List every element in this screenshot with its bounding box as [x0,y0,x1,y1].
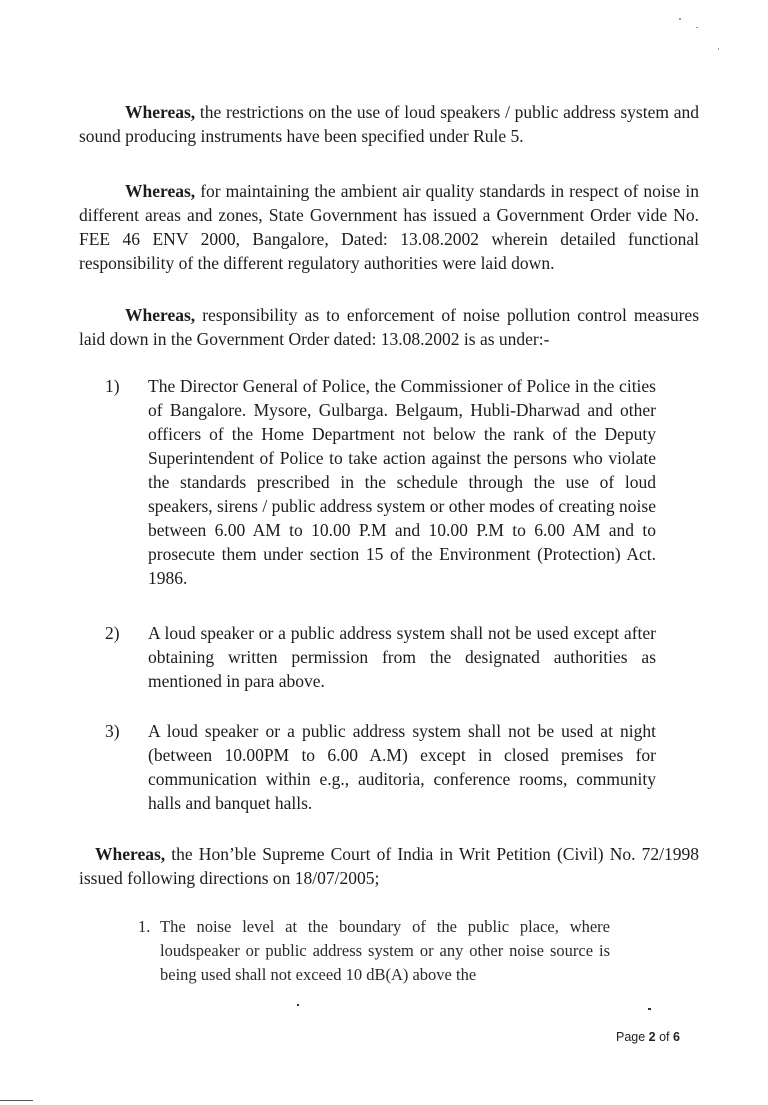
list-item [138,915,610,987]
scan-speck [718,48,719,50]
whereas-paragraph-government-order [79,179,699,275]
scan-speck [648,1008,651,1010]
paragraph-text: for maintaining the ambient air quality standards in respect of noise in different areas and zones, State Government has issued a Government Order vide No. FEE 46 ENV 2000, Bangalore, Dated: 13.08.2002 wherein detailed functional responsibility of the different regulatory authorities were laid down. [79,181,699,273]
whereas-lead: Whereas, [95,844,166,864]
list-text: A loud speaker or a public address system shall not be used at night (between 10.00PM to 6.00 A.M) except in closed premises for communication within e.g., auditoria, conference rooms, community halls and banquet halls. [148,721,656,813]
paragraph-text: the Hon’ble Supreme Court of India in Writ Petition (Civil) No. 72/1998 issued following directions on 18/07/2005; [79,844,699,888]
list-text: The Director General of Police, the Commissioner of Police in the cities of Bangalore. Mysore, Gulbarga. Belgaum, Hubli-Dharwad and other officers of the Home Department not below the rank of the Deputy Superintendent of Police to take action against the persons who violate the standards prescribed in the schedule through the use of loud speakers, sirens / public address system or other modes of creating noise between 6.00 AM to 10.00 P.M and 10.00 P.M to 6.00 AM and to prosecute them under section 15 of the Environment (Protection) Act. 1986. [148,376,656,588]
whereas-paragraph-enforcement [79,303,699,351]
whereas-lead: Whereas, [125,181,196,201]
list-item [105,719,656,815]
scan-edge-line [0,1100,33,1101]
whereas-lead: Whereas, [125,305,196,325]
scan-speck [679,18,681,20]
whereas-paragraph-rule5 [79,100,699,148]
list-text: The noise level at the boundary of the public place, where loudspeaker or public address system or any other noise source is being used shall not exceed 10 dB(A) above the [160,917,610,984]
list-number: 1. [138,917,151,936]
list-number: 1) [105,376,120,396]
list-item [105,374,656,590]
whereas-paragraph-supreme-court [79,842,699,890]
list-number: 3) [105,721,120,741]
paragraph-text: the restrictions on the use of loud speakers / public address system and sound producing instruments have been specified under Rule 5. [79,102,699,146]
list-item [105,621,656,693]
list-text: A loud speaker or a public address system shall not be used except after obtaining written permission from the designated authorities as mentioned in para above. [148,623,656,691]
scan-speck [696,27,698,28]
paragraph-text: responsibility as to enforcement of noise pollution control measures laid down in the Government Order dated: 13.08.2002 is as under:- [79,305,699,349]
list-number: 2) [105,623,120,643]
whereas-lead: Whereas, [125,102,196,122]
page-number: Page 2 of 6 [616,1030,680,1044]
scan-speck [297,1004,299,1006]
